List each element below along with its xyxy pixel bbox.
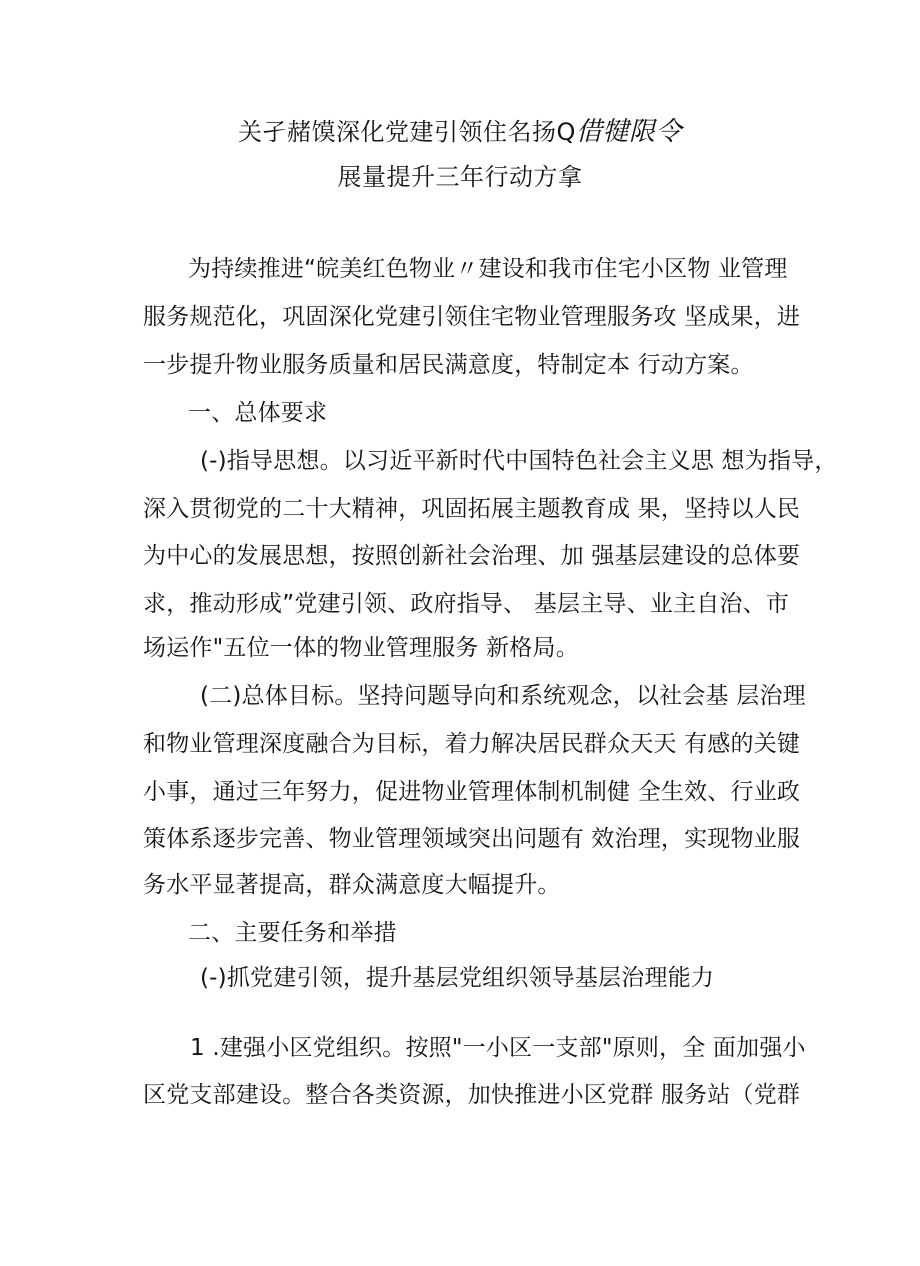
body-line-1: 为持续推进“皖美红色物业〃建设和我市住宅小区物 业管理 <box>188 256 788 282</box>
body-line-12: 小事，通过三年努力，促进物业管理体制机制健 全生效、行业政 <box>143 779 801 805</box>
body-line-2: 服务规范化，巩固深化党建引领住宅物业管理服务攻 坚成果，进 <box>143 304 801 330</box>
body-line-9: 场运作"五位一体的物业管理服务 新格局。 <box>143 635 579 661</box>
body-line-7: 为中心的发展思想，按照创新社会治理、加 强基层建设的总体要 <box>143 543 801 569</box>
body-line-14: 务水平显著提高，群众满意度大幅提升。 <box>143 872 561 898</box>
body-line-18: 区党支部建设。整合各类资源，加快推进小区党群 服务站（党群 <box>143 1082 801 1108</box>
document-title-line-1 <box>0 117 920 147</box>
section-heading-2: 二、主要任务和举措 <box>188 920 397 946</box>
body-line-11: 和物业管理深度融合为目标，着力解决居民群众天天 有感的关键 <box>143 731 801 757</box>
document-title-line-2: 展量提升三年行动方拿 <box>337 163 583 191</box>
body-line-13: 策体系逐步完善、物业管理领域突出问题有 效治理，实现物业服 <box>143 826 801 852</box>
title-line-1-tail: 借犍限令 <box>575 117 682 147</box>
body-line-3: 一步提升物业服务质量和居民满意度，特制定本 行动方案。 <box>143 352 754 378</box>
section-heading-1: 一、总体要求 <box>188 400 328 426</box>
body-line-17: 1 .建强小区党组织。按照"一小区一支部"原则，全 面加强小 <box>190 1035 806 1061</box>
body-line-5: (-)指导思想。以习近平新时代中国特色社会主义思 想为指导， <box>200 448 838 474</box>
body-line-8: 求，推动形成”党建引领、政府指导、 基层主导、业主自治、市 <box>143 591 790 617</box>
subsection-heading-1: (-)抓党建引领，提升基层党组织领导基层治理能力 <box>200 965 715 991</box>
body-line-10: (二)总体目标。坚持问题导向和系统观念，以社会基 层治理 <box>200 683 806 709</box>
title-line-1-main: 关孑赭馍深化党建引领住名扬Q <box>238 118 576 146</box>
body-line-6: 深入贯彻党的二十大精神，巩固拓展主题教育成 果，坚持以人民 <box>143 496 801 522</box>
